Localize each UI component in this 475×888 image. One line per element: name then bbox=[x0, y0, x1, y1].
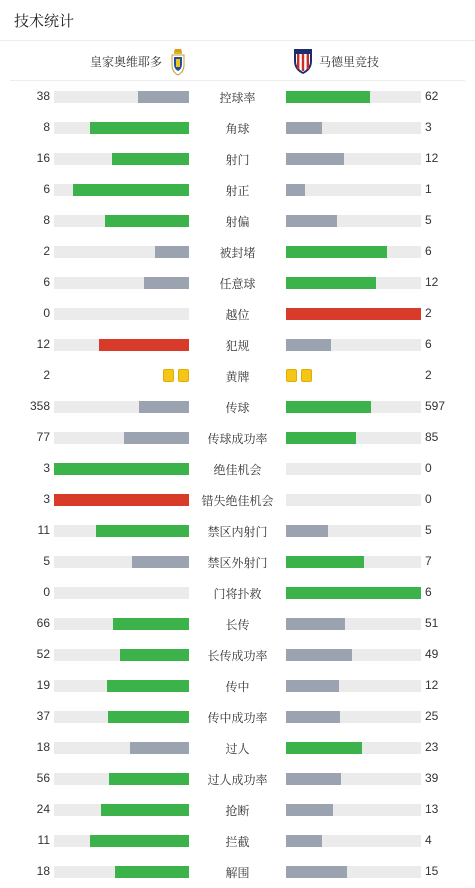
stat-label: 任意球 bbox=[219, 277, 256, 291]
stat-label: 门将扑救 bbox=[213, 587, 262, 601]
home-stat-bar-fill bbox=[107, 680, 189, 692]
away-stat-bar-fill bbox=[286, 122, 322, 134]
home-stat-value: 19 bbox=[36, 678, 50, 692]
stats-header bbox=[0, 0, 475, 41]
home-stat-value: 8 bbox=[43, 120, 50, 134]
stat-row bbox=[0, 856, 475, 887]
away-stat-value: 2 bbox=[425, 306, 432, 320]
stat-label: 角球 bbox=[225, 122, 250, 136]
away-stat-bar-fill bbox=[286, 277, 376, 289]
away-stat-bar-track bbox=[286, 215, 421, 227]
away-stat-bar-track bbox=[286, 556, 421, 568]
stat-label: 被封堵 bbox=[219, 246, 256, 260]
yellow-card-icon bbox=[163, 369, 174, 382]
stat-label: 过人成功率 bbox=[207, 773, 268, 787]
away-yellow-cards bbox=[286, 369, 312, 382]
away-stat-bar-fill bbox=[286, 711, 340, 723]
away-stat-value: 7 bbox=[425, 554, 432, 568]
stat-label: 射偏 bbox=[225, 215, 250, 229]
home-stat-value: 6 bbox=[43, 182, 50, 196]
stat-label: 错失绝佳机会 bbox=[201, 494, 274, 508]
home-stat-bar-track bbox=[54, 804, 189, 816]
stat-label: 抢断 bbox=[225, 804, 250, 818]
stat-row bbox=[0, 422, 475, 453]
home-stat-bar-track bbox=[54, 680, 189, 692]
home-stat-value: 3 bbox=[43, 492, 50, 506]
stat-row bbox=[0, 112, 475, 143]
away-stat-value: 85 bbox=[425, 430, 439, 444]
away-stat-bar-fill bbox=[286, 153, 344, 165]
stat-row bbox=[0, 608, 475, 639]
stat-row bbox=[0, 701, 475, 732]
home-stat-bar-fill bbox=[124, 432, 189, 444]
yellow-card-icon bbox=[301, 369, 312, 382]
away-stat-value: 6 bbox=[425, 244, 432, 258]
home-stat-value: 2 bbox=[43, 244, 50, 258]
home-stat-bar-fill bbox=[155, 246, 189, 258]
page-title: 技术统计 bbox=[14, 13, 75, 30]
away-stat-bar-track bbox=[286, 246, 421, 258]
home-stat-value: 37 bbox=[36, 709, 50, 723]
home-stat-bar-track bbox=[54, 122, 189, 134]
away-stat-bar-fill bbox=[286, 649, 352, 661]
stat-row bbox=[0, 267, 475, 298]
away-stat-bar-fill bbox=[286, 184, 305, 196]
home-yellow-cards bbox=[163, 369, 189, 382]
away-stat-bar-track bbox=[286, 587, 421, 599]
home-stat-bar-fill bbox=[108, 711, 189, 723]
home-stat-value: 56 bbox=[36, 771, 50, 785]
home-stat-value: 0 bbox=[43, 306, 50, 320]
home-stat-bar-track bbox=[54, 401, 189, 413]
away-stat-bar-fill bbox=[286, 308, 421, 320]
stat-label: 犯规 bbox=[225, 339, 250, 353]
away-stat-value: 4 bbox=[425, 833, 432, 847]
home-stat-bar-fill bbox=[113, 618, 189, 630]
stat-label: 射门 bbox=[225, 153, 250, 167]
home-stat-bar-fill bbox=[96, 525, 189, 537]
stat-row bbox=[0, 763, 475, 794]
away-team-name[interactable]: 马德里竞技 bbox=[319, 55, 380, 69]
away-team-crest-icon[interactable] bbox=[293, 47, 313, 75]
home-stat-bar-track bbox=[54, 494, 189, 506]
away-stat-bar-track bbox=[286, 618, 421, 630]
away-stat-bar-fill bbox=[286, 215, 337, 227]
away-stat-bar-track bbox=[286, 153, 421, 165]
away-stat-value: 0 bbox=[425, 492, 432, 506]
home-stat-value: 3 bbox=[43, 461, 50, 475]
away-stat-value: 12 bbox=[425, 151, 439, 165]
away-stat-value: 12 bbox=[425, 678, 439, 692]
away-stat-bar-track bbox=[286, 866, 421, 878]
home-stat-bar-track bbox=[54, 587, 189, 599]
away-stat-bar-track bbox=[286, 432, 421, 444]
stat-label: 长传成功率 bbox=[207, 649, 268, 663]
home-stat-bar-fill bbox=[109, 773, 189, 785]
away-stat-bar-fill bbox=[286, 432, 356, 444]
away-stat-bar-fill bbox=[286, 525, 328, 537]
home-stat-value: 77 bbox=[36, 430, 50, 444]
away-stat-value: 597 bbox=[425, 399, 446, 413]
home-stat-value: 18 bbox=[36, 740, 50, 754]
away-stat-bar-fill bbox=[286, 866, 347, 878]
yellow-card-icon bbox=[286, 369, 297, 382]
stat-row bbox=[0, 143, 475, 174]
away-stat-bar-track bbox=[286, 711, 421, 723]
away-stat-value: 0 bbox=[425, 461, 432, 475]
away-stat-bar-fill bbox=[286, 742, 362, 754]
away-stat-bar-track bbox=[286, 773, 421, 785]
home-stat-bar-fill bbox=[132, 556, 189, 568]
stat-row bbox=[0, 298, 475, 329]
away-stat-bar-track bbox=[286, 308, 421, 320]
stat-row bbox=[0, 825, 475, 856]
home-stat-bar-track bbox=[54, 649, 189, 661]
away-stat-value: 49 bbox=[425, 647, 439, 661]
home-stat-value: 52 bbox=[36, 647, 50, 661]
stat-row bbox=[0, 484, 475, 515]
away-stat-value: 6 bbox=[425, 585, 432, 599]
stat-label: 禁区外射门 bbox=[207, 556, 268, 570]
home-stat-bar-fill bbox=[115, 866, 189, 878]
away-stat-bar-fill bbox=[286, 773, 341, 785]
away-stat-bar-track bbox=[286, 463, 421, 475]
stat-label: 射正 bbox=[225, 184, 250, 198]
away-stat-bar-track bbox=[286, 742, 421, 754]
home-stat-value: 18 bbox=[36, 864, 50, 878]
stat-row bbox=[0, 577, 475, 608]
away-stat-bar-track bbox=[286, 122, 421, 134]
stat-label: 传中成功率 bbox=[207, 711, 268, 725]
stat-row bbox=[0, 236, 475, 267]
home-stat-bar-track bbox=[54, 525, 189, 537]
home-stat-bar-fill bbox=[101, 804, 189, 816]
home-stat-value: 11 bbox=[37, 833, 50, 847]
stat-label: 越位 bbox=[225, 308, 250, 322]
home-stat-bar-fill bbox=[144, 277, 189, 289]
away-stat-bar-fill bbox=[286, 804, 333, 816]
away-stat-bar-track bbox=[286, 804, 421, 816]
stat-row bbox=[0, 546, 475, 577]
stat-row bbox=[0, 453, 475, 484]
stat-row bbox=[0, 639, 475, 670]
away-stat-value: 23 bbox=[425, 740, 439, 754]
home-stat-bar-track bbox=[54, 711, 189, 723]
yellow-card-icon bbox=[178, 369, 189, 382]
home-stat-value: 0 bbox=[43, 585, 50, 599]
away-stat-value: 2 bbox=[425, 368, 432, 382]
stat-row bbox=[0, 794, 475, 825]
home-stat-value: 6 bbox=[43, 275, 50, 289]
away-stat-bar-track bbox=[286, 339, 421, 351]
home-stat-bar-track bbox=[54, 215, 189, 227]
home-stat-bar-fill bbox=[54, 463, 189, 475]
stat-row bbox=[0, 360, 475, 391]
stat-label: 控球率 bbox=[219, 91, 256, 105]
home-stat-bar-fill bbox=[73, 184, 189, 196]
home-stat-value: 358 bbox=[29, 399, 50, 413]
home-stat-bar-fill bbox=[130, 742, 189, 754]
home-stat-bar-track bbox=[54, 618, 189, 630]
stat-label: 传球成功率 bbox=[207, 432, 268, 446]
home-stat-value: 12 bbox=[36, 337, 50, 351]
stat-row bbox=[0, 205, 475, 236]
home-team-crest-icon[interactable] bbox=[170, 48, 186, 76]
stat-label: 解围 bbox=[225, 866, 250, 880]
away-stat-bar-track bbox=[286, 494, 421, 506]
away-stat-bar-track bbox=[286, 649, 421, 661]
stat-row bbox=[0, 732, 475, 763]
home-stat-value: 38 bbox=[36, 89, 50, 103]
stat-row bbox=[0, 174, 475, 205]
home-stat-bar-track bbox=[54, 835, 189, 847]
home-stat-bar-track bbox=[54, 866, 189, 878]
home-stat-value: 24 bbox=[36, 802, 50, 816]
away-stat-value: 25 bbox=[425, 709, 439, 723]
home-stat-value: 66 bbox=[36, 616, 50, 630]
teams-bar bbox=[10, 41, 465, 81]
stat-label: 绝佳机会 bbox=[213, 463, 262, 477]
away-stat-bar-fill bbox=[286, 91, 370, 103]
away-stat-bar-track bbox=[286, 680, 421, 692]
away-stat-bar-fill bbox=[286, 246, 387, 258]
home-stat-bar-fill bbox=[105, 215, 189, 227]
home-stat-bar-fill bbox=[54, 494, 189, 506]
home-stat-bar-fill bbox=[90, 835, 189, 847]
stat-label: 长传 bbox=[225, 618, 250, 632]
stat-row bbox=[0, 391, 475, 422]
home-stat-bar-track bbox=[54, 742, 189, 754]
away-stat-value: 51 bbox=[425, 616, 439, 630]
home-stat-bar-track bbox=[54, 153, 189, 165]
home-stat-bar-fill bbox=[120, 649, 189, 661]
away-stat-value: 1 bbox=[425, 182, 432, 196]
home-stat-value: 11 bbox=[37, 523, 50, 537]
away-stat-bar-track bbox=[286, 277, 421, 289]
away-stat-value: 13 bbox=[425, 802, 439, 816]
home-stat-bar-fill bbox=[90, 122, 189, 134]
home-stat-bar-track bbox=[54, 308, 189, 320]
stat-label: 禁区内射门 bbox=[207, 525, 268, 539]
away-stat-bar-fill bbox=[286, 556, 364, 568]
stat-row bbox=[0, 81, 475, 112]
home-stat-bar-track bbox=[54, 277, 189, 289]
away-stat-bar-fill bbox=[286, 835, 322, 847]
away-stat-bar-fill bbox=[286, 618, 345, 630]
home-stat-value: 2 bbox=[43, 368, 50, 382]
home-stat-bar-fill bbox=[138, 91, 189, 103]
stat-label: 黄牌 bbox=[225, 370, 250, 384]
stat-label: 过人 bbox=[225, 742, 250, 756]
stat-label: 拦截 bbox=[225, 835, 250, 849]
away-stat-bar-track bbox=[286, 835, 421, 847]
away-stat-bar-fill bbox=[286, 680, 339, 692]
away-stat-value: 39 bbox=[425, 771, 439, 785]
home-stat-bar-fill bbox=[112, 153, 189, 165]
stat-row bbox=[0, 670, 475, 701]
away-stat-value: 5 bbox=[425, 213, 432, 227]
away-stat-value: 5 bbox=[425, 523, 432, 537]
away-stat-value: 15 bbox=[425, 864, 439, 878]
away-stat-bar-track bbox=[286, 91, 421, 103]
home-stat-bar-fill bbox=[139, 401, 189, 413]
away-stat-bar-fill bbox=[286, 401, 371, 413]
away-stat-bar-track bbox=[286, 184, 421, 196]
away-stat-bar-track bbox=[286, 525, 421, 537]
stat-label: 传球 bbox=[225, 401, 250, 415]
away-stat-bar-fill bbox=[286, 587, 421, 599]
away-stat-value: 6 bbox=[425, 337, 432, 351]
home-stat-bar-track bbox=[54, 432, 189, 444]
home-stat-bar-track bbox=[54, 91, 189, 103]
home-stat-bar-track bbox=[54, 246, 189, 258]
away-stat-value: 12 bbox=[425, 275, 439, 289]
home-stat-bar-track bbox=[54, 773, 189, 785]
home-stat-bar-track bbox=[54, 556, 189, 568]
stat-label: 传中 bbox=[225, 680, 250, 694]
home-stat-bar-track bbox=[54, 184, 189, 196]
home-team-name[interactable]: 皇家奥维耶多 bbox=[90, 55, 163, 69]
away-stat-value: 3 bbox=[425, 120, 432, 134]
home-stat-value: 16 bbox=[36, 151, 50, 165]
stat-row bbox=[0, 329, 475, 360]
stat-row bbox=[0, 515, 475, 546]
home-stat-bar-fill bbox=[99, 339, 189, 351]
home-stat-value: 5 bbox=[43, 554, 50, 568]
home-stat-bar-track bbox=[54, 339, 189, 351]
away-stat-bar-track bbox=[286, 401, 421, 413]
home-stat-bar-track bbox=[54, 463, 189, 475]
home-stat-value: 8 bbox=[43, 213, 50, 227]
away-stat-bar-fill bbox=[286, 339, 331, 351]
away-stat-value: 62 bbox=[425, 89, 439, 103]
